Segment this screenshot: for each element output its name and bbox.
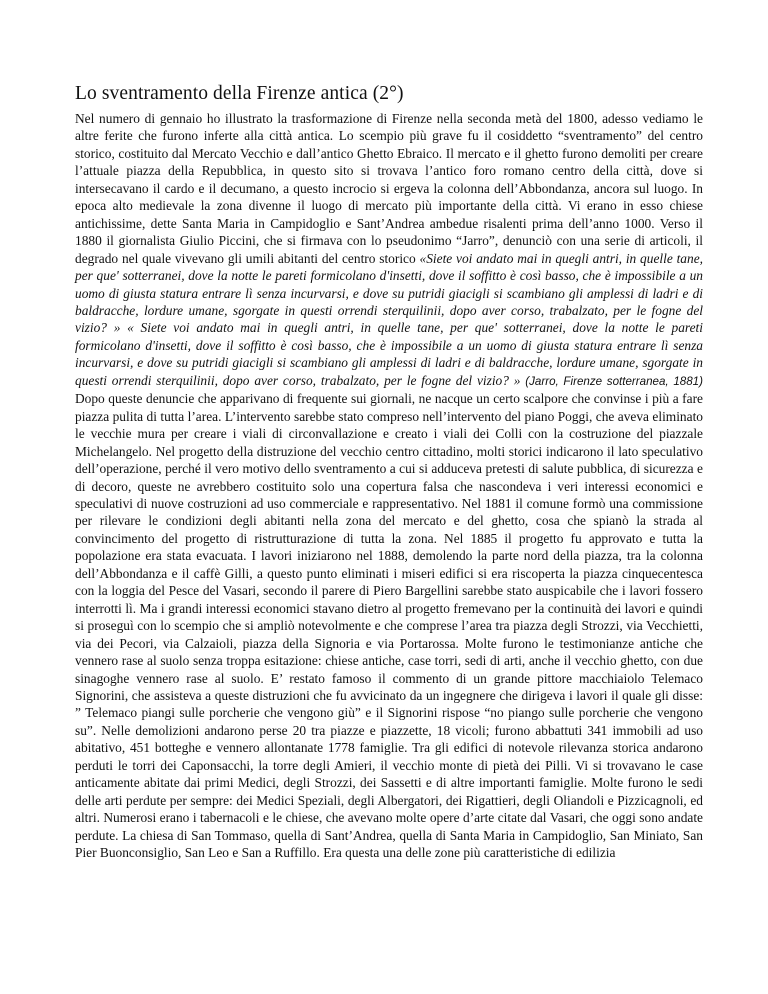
body-text-intro: Nel numero di gennaio ho illustrato la trasformazione di Firenze nella seconda metà del 1800, adesso vediamo le altre ferite che furono inferte alla città antica. Lo scempio più grave fu il cosiddetto “sventramento” del centro storico, costituito dal Mercato Vecchio e dall’antico Ghetto Ebraico. Il mercato e il ghetto furono demoliti per creare l’attuale piazza della Repubblica, in questo sito si trovava l’antico foro romano centro della città, dove si intersecavano il cardo e il decumano, a questo incrocio si ergeva la colonna dell’Abbondanza, ancora sul luogo. In epoca alto medievale la zona divenne il luogo di mercato più importante della città. Vi erano in esso chiese antichissime, dette Santa Maria in Campidoglio e Sant’Andrea ambedue risalenti prima dell’anno 1000. Verso il 1880 il giornalista Giulio Piccini, che si firmava con lo pseudonimo “Jarro”, denunciò con una serie di articoli, il degrado nel quale vivevano gli umili abitanti del centro storico [75,111,703,266]
quote-citation: (Jarro, Firenze sotterranea, 1881) [525,374,703,388]
body-text-main: Dopo queste denuncie che apparivano di frequente sui giornali, ne nacque un certo scalpore che convinse i più a fare piazza pulita di tutta l’area. L’intervento sarebbe stato compreso nell’intervento del piano Poggi, che aveva eliminato le vecchie mura per creare i viali di circonvallazione e creato i viali dei Colli con la costruzione del piazzale Michelangelo. Nel progetto della distruzione del vecchio centro cittadino, molti storici indicarono il lato speculativo dell’operazione, perché il vero motivo dello sventramento a cui si adduceva pretesti di salute pubblica, di sicurezza e di decoro, queste ne avrebbero costituito solo una copertura falsa che nascondeva i veri interessi economici e speculativi di nuove costruzioni ad uso commerciale e rappresentativo. Nel 1881 il comune formò una commissione per rilevare le condizioni degli abitanti nella zona del mercato e del ghetto, cosa che spianò la strada al convincimento del progetto di ristrutturazione di tutta la zona. Nel 1885 il progetto fu approvato e tutta la popolazione era stata evacuata. I lavori iniziarono nel 1888, demolendo la parte nord della piazza, tra la colonna dell’Abbondanza e il caffè Gilli, a questo punto eliminati i miseri edifici si era riscoperta la piazza cinquecentesca con la loggia del Pesce del Vasari, secondo il parere di Piero Bargellini sarebbe stato auspicabile che i lavori fossero interrotti lì. Ma i grandi interessi economici stavano dietro al progetto fremevano per la continuità dei lavori e quindi si proseguì con lo scempio che si ampliò notevolmente e che comprese l’area tra piazza degli Strozzi, via Vecchietti, via dei Pecori, via Calzaioli, piazza della Signoria e via Portarossa. Molte furono le testimonianze antiche che vennero rase al suolo senza troppa esitazione: chiese antiche, case torri, sedi di arti, anche il vecchio ghetto, con due sinagoghe vennero rase al suolo. E’ restato famoso il commento di un grande pittore macchiaiolo Telemaco Signorini, che assisteva a queste distruzioni che fu avvicinato da un ingegnere che dirigeva i lavori il quale gli disse: ” Telemaco piangi sulle porcherie che vengono giù” e il Signorini rispose “no piango sulle porcherie che vengono su”. Nelle demolizioni andarono perse 20 tra piazze e piazzette, 18 vicoli; furono abbattuti 341 immobili ad uso abitativo, 451 botteghe e vennero allontanate 1778 famiglie. Tra gli edifici di notevole rilevanza storica andarono perduti le torri dei Caponsacchi, la torre degli Amieri, il vecchio monte di pietà dei Pilli. Vi si trovavano le case anticamente abitate dai primi Medici, degli Strozzi, dei Sassetti e di altre importanti famiglie. Molte furono le sedi delle arti perdute per sempre: dei Medici Speziali, degli Albergatori, dei Rigattieri, degli Oliandoli e Pizzicagnoli, ed altri. Numerosi erano i tabernacoli e le chiese, che avevano molte opere d’arte citate dal Vasari, che oggi sono andate perdute. La chiesa di San Tommaso, quella di Sant’Andrea, quella di Santa Maria in Campidoglio, San Miniato, San Pier Buonconsiglio, San Leo e San a Ruffillo. Era questa una delle zone più caratteristiche di edilizia [75,391,703,861]
article-title: Lo sventramento della Firenze antica (2°) [75,83,404,104]
jarro-quote: «Siete voi andato mai in quegli antri, in quelle tane, per que' sotterranei, dove la notte le pareti formicolano d'insetti, dove il soffitto è così basso, che è impossibile a un uomo di giusta statura entrare lì senza incurvarsi, e dove su putridi giacigli si scambiano gli amplessi di ladri e di baldracche, lordure umane, sgorgate in questi orrendi sterquilinii, dopo aver corso, trabalzato, per le fogne del vizio? » « Siete voi andato mai in quegli antri, in quelle tane, per que' sotterranei, dove la notte le pareti formicolano d'insetti, dove il soffitto è così basso, che è impossibile a un uomo di giusta statura entrare lì senza incurvarsi, e dove su putridi giacigli si scambiano gli amplessi di ladri e di baldracche, lordure umane, sgorgate in questi orrendi sterquilinii, dopo aver corso, trabalzato, per le fogne del vizio? » [75,250,703,388]
article-body [75,110,703,861]
